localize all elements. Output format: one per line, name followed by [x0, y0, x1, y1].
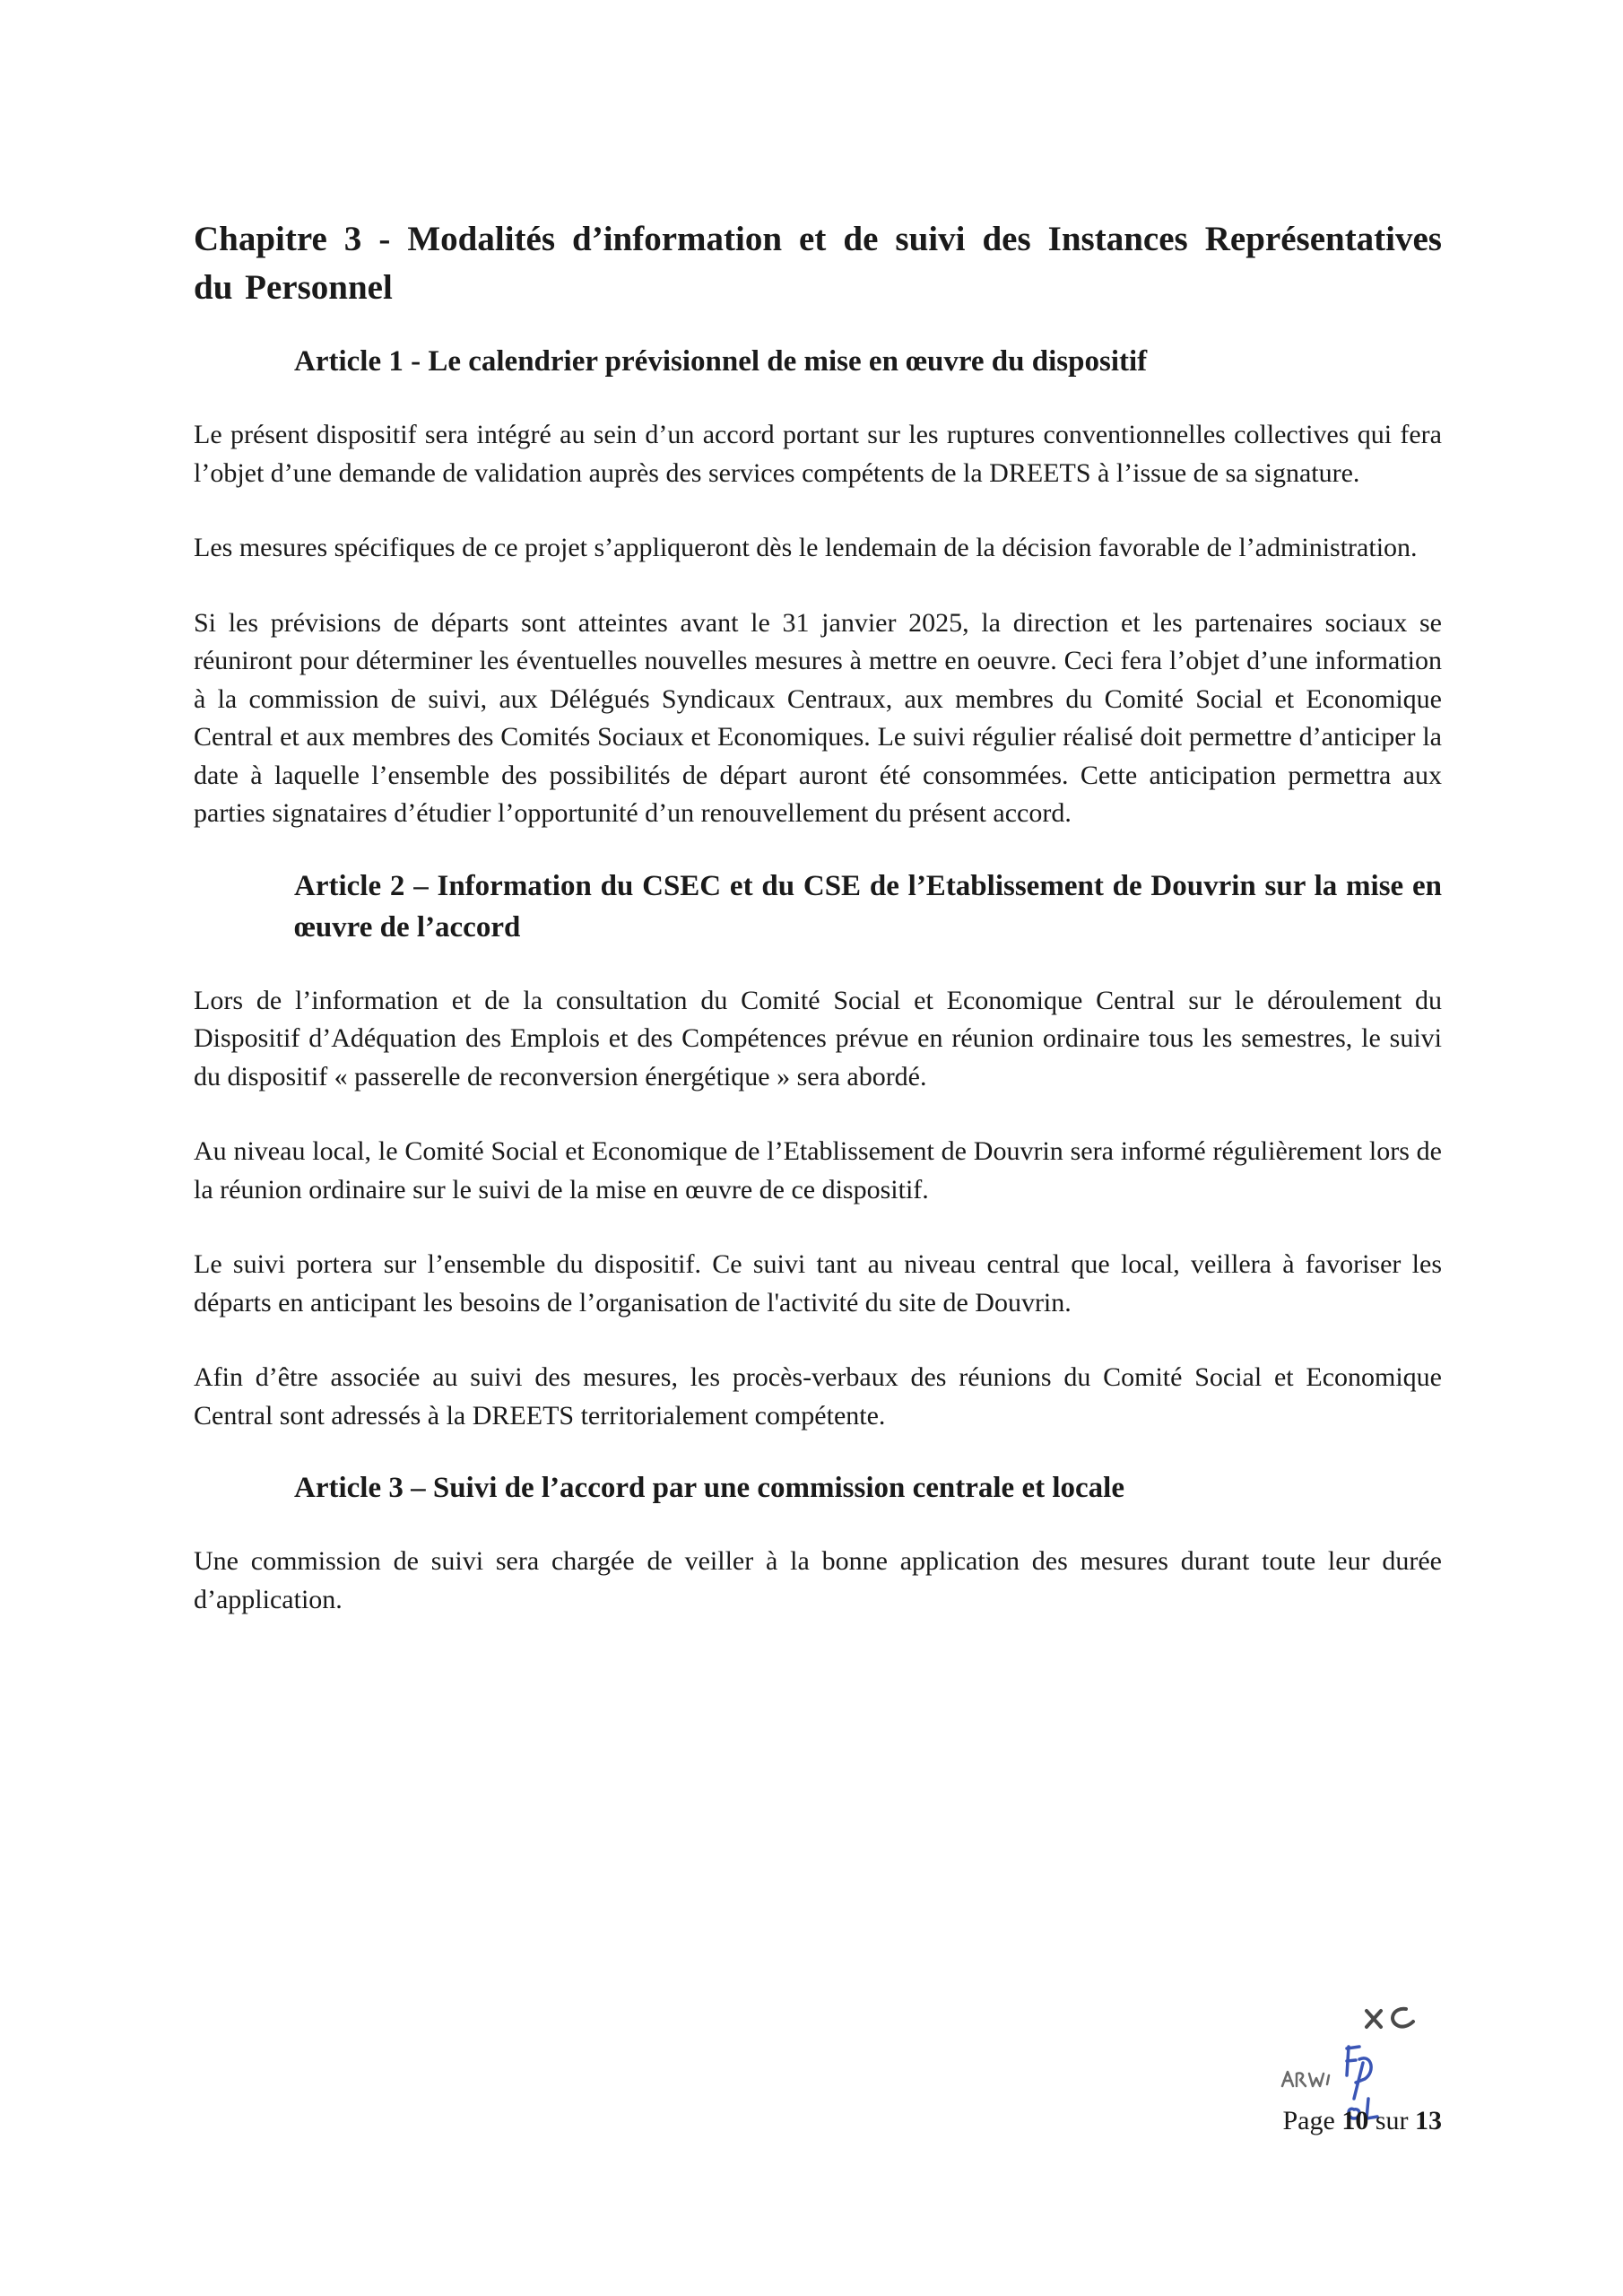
article-title: Article 3 – Suivi de l’accord par une commission centrale et locale	[294, 1472, 1124, 1504]
article-title: Article 1 - Le calendrier prévisionnel de mise en œuvre du dispositif	[294, 345, 1148, 378]
page-separator: sur	[1375, 2106, 1409, 2135]
page-current: 10	[1341, 2106, 1369, 2135]
article-2	[194, 865, 1442, 1436]
paragraph: Les mesures spécifiques de ce projet s’appliqueront dès le lendemain de la décision favorable de l’administration.	[194, 533, 1418, 562]
paragraph: Une commission de suivi sera chargée de veiller à la bonne application des mesures durant toute leur durée d’application.	[194, 1546, 1442, 1614]
initials-arw	[1282, 2072, 1329, 2086]
article-title: Article 2 – Information du CSEC et du CSE de l’Etablissement de Douvrin sur la mise en œuvre de l’accord	[294, 869, 1442, 944]
chapter-title: Chapitre 3 - Modalités d’information et de suivi des Instances Représentatives du Personnel	[194, 220, 1442, 307]
article-1	[194, 341, 1442, 833]
paragraph: Lors de l’information et de la consultation du Comité Social et Economique Central sur le déroulement du Dispositif d’Adéquation des Emplois et des Compétences prévue en réunion ordinaire tous les semestres, le suivi du dispositif « passerelle de reconversion énergétique » sera abordé.	[194, 985, 1442, 1091]
page-total: 13	[1415, 2106, 1442, 2135]
page-number	[1283, 2102, 1443, 2140]
paragraph: Si les prévisions de départs sont atteintes avant le 31 janvier 2025, la direction et les partenaires sociaux se réuniront pour déterminer les éventuelles nouvelles mesures à mettre en oeuvre. Ceci fera l’objet d’une information à la commission de suivi, aux Délégués Syndicaux Centraux, aux membres du Comité Social et Economique Central et aux membres des Comités Sociaux et Economiques. Le suivi régulier réalisé doit permettre d’anticiper la date à laquelle l’ensemble des possibilités de départ auront été consommées. Cette anticipation permettra aux parties signataires d’étudier l’opportunité d’un renouvellement du présent accord.	[194, 607, 1442, 828]
paragraph: Le présent dispositif sera intégré au sein d’un accord portant sur les ruptures conventionnelles collectives qui fera l’objet d’une demande de validation auprès des services compétents de la DREETS à l’issue de sa signature.	[194, 420, 1442, 488]
paragraph: Au niveau local, le Comité Social et Economique de l’Etablissement de Douvrin sera informé régulièrement lors de la réunion ordinaire sur le suivi de la mise en œuvre de ce dispositif.	[194, 1136, 1442, 1205]
initials-xc	[1367, 2009, 1413, 2027]
paragraph: Afin d’être associée au suivi des mesures, les procès-verbaux des réunions du Comité Social et Economique Central sont adressés à la DREETS territorialement compétente.	[194, 1362, 1442, 1431]
initials-fd	[1347, 2047, 1371, 2099]
page-prefix: Page	[1282, 2106, 1335, 2135]
page-content	[194, 215, 1442, 1656]
article-3	[194, 1467, 1442, 1619]
paragraph: Le suivi portera sur l’ensemble du dispositif. Ce suivi tant au niveau central que local, veillera à favoriser les départs en anticipant les besoins de l’organisation de l'activité du site de Douvrin.	[194, 1249, 1442, 1318]
